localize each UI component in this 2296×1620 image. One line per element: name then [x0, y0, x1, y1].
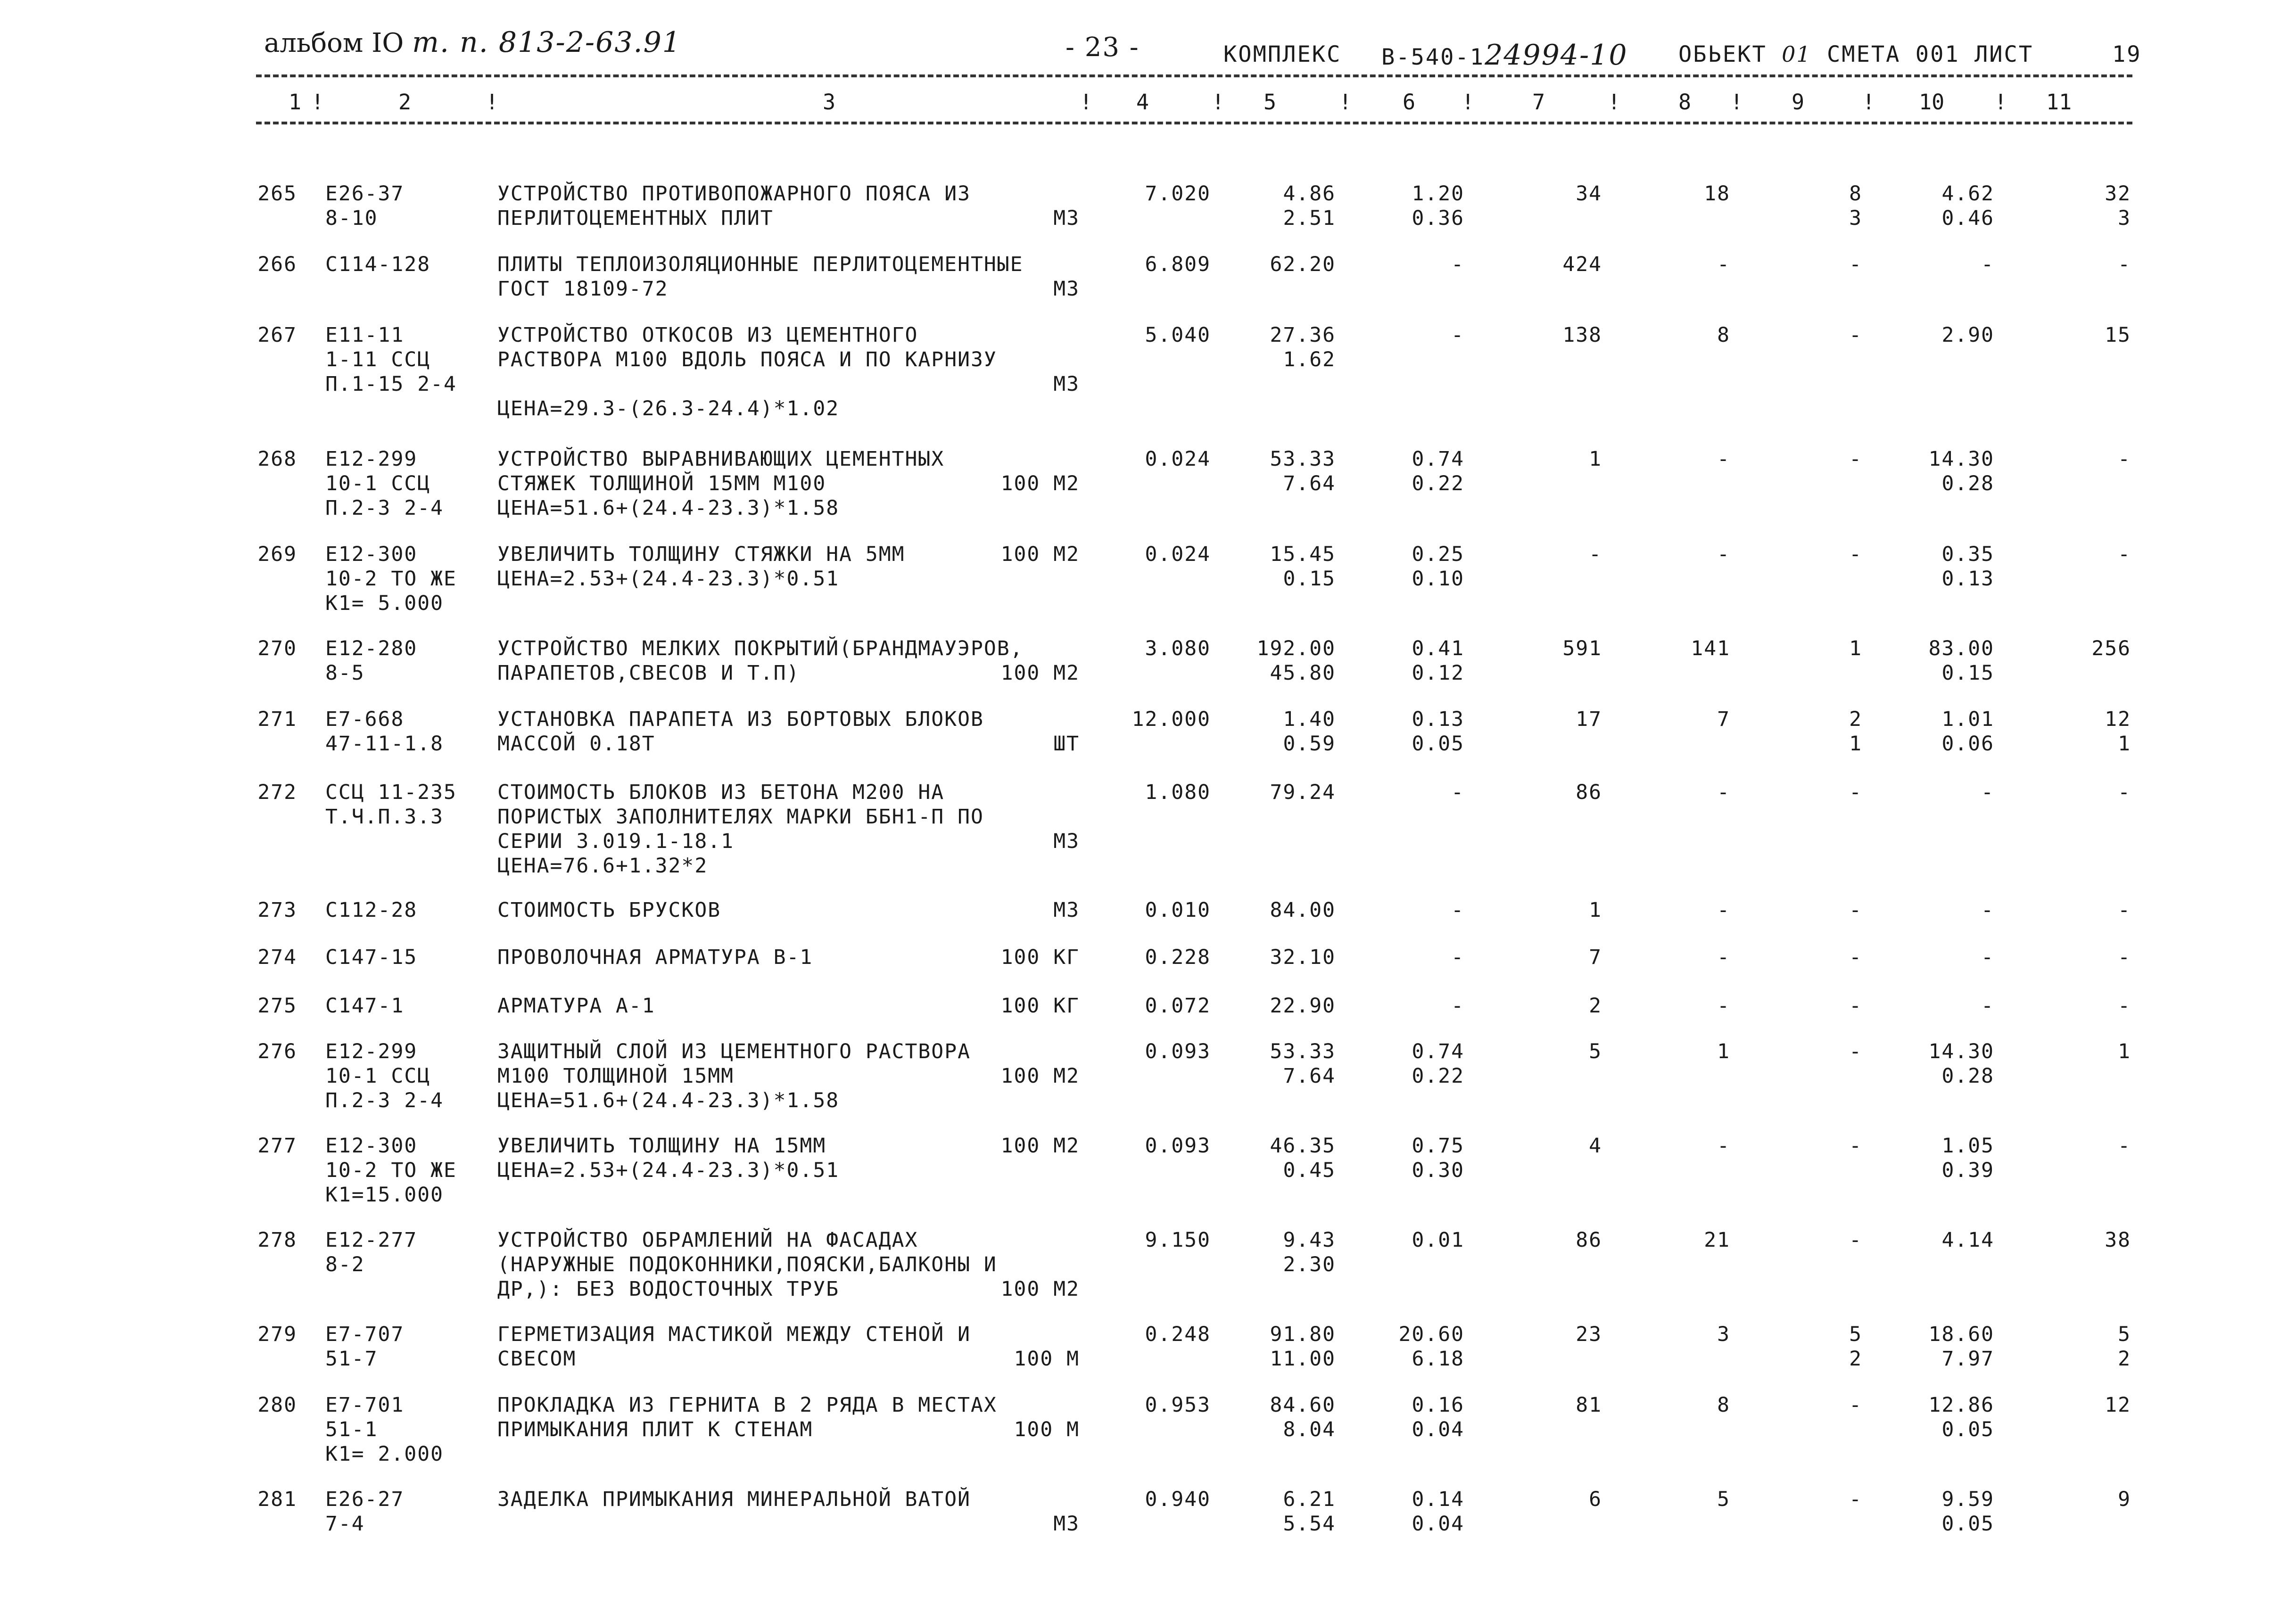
column-8-value: 1: [1717, 1040, 1730, 1063]
unit-of-measure: 100 КГ: [1000, 946, 1080, 969]
unit-of-measure: 100 М2: [1000, 543, 1080, 566]
column-11-value: 15: [2105, 323, 2131, 347]
row-number: 272: [257, 781, 297, 804]
column-separator: !: [1608, 90, 1621, 115]
rate-code: Е7-668 47-11-1.8: [325, 707, 444, 756]
column-9-value: -: [1849, 1228, 1862, 1252]
row-number: 281: [257, 1488, 297, 1511]
quantity: 0.072: [1145, 994, 1211, 1018]
work-description: УСТРОЙСТВО МЕЛКИХ ПОКРЫТИЙ(БРАНДМАУЭРОВ, ПАРАПЕТОВ,СВЕСОВ И Т.П): [497, 637, 1024, 685]
unit-cost: 84.60 8.04: [1270, 1393, 1336, 1441]
column-11-value: -: [2118, 543, 2131, 566]
column-11-value: -: [2118, 946, 2131, 969]
column-6-value: 0.01: [1412, 1228, 1464, 1252]
column-separator: !: [1862, 90, 1875, 115]
column-9-value: 2 1: [1849, 707, 1862, 756]
rate-code: ССЦ 11-235 Т.Ч.П.3.3: [325, 781, 457, 829]
column-separator: !: [486, 90, 499, 115]
unit-of-measure: 100 М2: [1000, 1064, 1080, 1088]
rate-code: С147-1: [325, 994, 405, 1018]
estimate-field: [1827, 41, 2033, 67]
sheet-label: ЛИСТ: [1974, 41, 2034, 67]
column-8-value: -: [1717, 898, 1730, 922]
column-header-2: 2: [398, 90, 412, 115]
rate-code: Е12-300 10-2 ТО ЖЕ К1= 5.000: [325, 543, 457, 615]
unit-cost: 6.21 5.54: [1283, 1488, 1336, 1536]
unit-of-measure: М3: [1053, 206, 1080, 230]
column-10-value: 83.00 0.15: [1928, 637, 1994, 685]
column-8-value: 141: [1691, 637, 1730, 660]
work-description: ПЛИТЫ ТЕПЛОИЗОЛЯЦИОННЫЕ ПЕРЛИТОЦЕМЕНТНЫЕ ГОСТ 18109-72: [497, 253, 1024, 301]
unit-of-measure: 100 М2: [1000, 1277, 1080, 1301]
column-7-value: -: [1589, 543, 1602, 566]
row-number: 267: [257, 323, 297, 347]
column-11-value: -: [2118, 898, 2131, 922]
unit-of-measure: 100 М2: [1000, 661, 1080, 685]
column-header-1: 1: [289, 90, 302, 115]
column-6-value: 0.74 0.22: [1412, 447, 1464, 495]
unit-cost: 79.24: [1270, 781, 1336, 804]
column-8-value: -: [1717, 543, 1730, 566]
quantity: 12.000: [1131, 707, 1211, 731]
unit-cost: 22.90: [1270, 994, 1336, 1018]
column-10-value: 1.05 0.39: [1941, 1134, 1994, 1182]
quantity: 9.150: [1145, 1228, 1211, 1252]
column-7-value: 7: [1589, 946, 1602, 969]
object-field: [1678, 41, 1811, 67]
quantity: 0.953: [1145, 1393, 1211, 1417]
column-10-value: 0.35 0.13: [1941, 543, 1994, 591]
work-description: ПРОКЛАДКА ИЗ ГЕРНИТА В 2 РЯДА В МЕСТАХ ПРИМЫКАНИЯ ПЛИТ К СТЕНАМ: [497, 1393, 997, 1441]
column-header-3: 3: [823, 90, 836, 115]
album-label: [264, 26, 681, 59]
column-7-value: 591: [1562, 637, 1602, 660]
complex-code: [1381, 39, 1628, 72]
rate-code: Е11-11 1-11 ССЦ П.1-15 2-4: [325, 323, 457, 396]
rate-code: С147-15: [325, 946, 418, 969]
column-6-value: 0.41 0.12: [1412, 637, 1464, 685]
unit-cost: 1.40 0.59: [1283, 707, 1336, 756]
row-number: 276: [257, 1040, 297, 1063]
quantity: 5.040: [1145, 323, 1211, 347]
column-header-row: [0, 90, 2296, 113]
unit-cost: 27.36 1.62: [1270, 323, 1336, 371]
column-7-value: 86: [1576, 781, 1602, 804]
rate-code: Е26-37 8-10: [325, 182, 405, 230]
column-11-value: 256: [2091, 637, 2131, 660]
column-9-value: -: [1849, 1488, 1862, 1511]
column-10-value: 4.62 0.46: [1941, 182, 1994, 230]
unit-of-measure: 100 М: [1014, 1347, 1080, 1371]
quantity: 0.093: [1145, 1040, 1211, 1063]
column-6-value: -: [1451, 253, 1464, 276]
column-11-value: 12: [2105, 1393, 2131, 1417]
quantity: 6.809: [1145, 253, 1211, 276]
column-11-value: 1: [2118, 1040, 2131, 1063]
column-7-value: 1: [1589, 898, 1602, 922]
column-6-value: 0.74 0.22: [1412, 1040, 1464, 1088]
column-6-value: 1.20 0.36: [1412, 182, 1464, 230]
row-number: 275: [257, 994, 297, 1018]
work-description: ГЕРМЕТИЗАЦИЯ МАСТИКОЙ МЕЖДУ СТЕНОЙ И СВЕСОМ: [497, 1323, 971, 1371]
column-header-5: 5: [1264, 90, 1277, 115]
quantity: 0.093: [1145, 1134, 1211, 1158]
row-number: 265: [257, 182, 297, 206]
header-divider-top: [256, 74, 2132, 77]
unit-cost: 84.00: [1270, 898, 1336, 922]
estimate-label: СМЕТА: [1827, 41, 1901, 67]
unit-of-measure: 100 М2: [1000, 1134, 1080, 1158]
column-8-value: -: [1717, 447, 1730, 471]
column-9-value: 8 3: [1849, 182, 1862, 230]
column-10-value: -: [1981, 781, 1994, 804]
rate-code: С114-128: [325, 253, 431, 276]
work-description: ЗАДЕЛКА ПРИМЫКАНИЯ МИНЕРАЛЬНОЙ ВАТОЙ: [497, 1488, 971, 1511]
column-11-value: -: [2118, 1134, 2131, 1158]
column-10-value: 4.14: [1941, 1228, 1994, 1252]
column-7-value: 5: [1589, 1040, 1602, 1063]
complex-label: КОМПЛЕКС: [1223, 41, 1342, 67]
column-10-value: 9.59 0.05: [1941, 1488, 1994, 1536]
work-description: ЗАЩИТНЫЙ СЛОЙ ИЗ ЦЕМЕНТНОГО РАСТВОРА М100 ТОЛЩИНОЙ 15ММ ЦЕНА=51.6+(24.4-23.3)*1.58: [497, 1040, 971, 1112]
work-description: УСТРОЙСТВО ВЫРАВНИВАЮЩИХ ЦЕМЕНТНЫХ СТЯЖЕК ТОЛЩИНОЙ 15ММ М100 ЦЕНА=51.6+(24.4-23.3)*1.58: [497, 447, 945, 520]
unit-of-measure: 100 КГ: [1000, 994, 1080, 1018]
column-11-value: -: [2118, 253, 2131, 276]
column-11-value: 38: [2105, 1228, 2131, 1252]
unit-cost: 32.10: [1270, 946, 1336, 969]
row-number: 280: [257, 1393, 297, 1417]
unit-cost: 91.80 11.00: [1270, 1323, 1336, 1371]
column-header-7: 7: [1532, 90, 1545, 115]
column-8-value: -: [1717, 253, 1730, 276]
column-6-value: -: [1451, 781, 1464, 804]
column-9-value: -: [1849, 253, 1862, 276]
column-9-value: -: [1849, 1134, 1862, 1158]
unit-of-measure: М3: [1053, 277, 1080, 301]
column-6-value: -: [1451, 946, 1464, 969]
column-10-value: -: [1981, 253, 1994, 276]
unit-cost: 9.43 2.30: [1283, 1228, 1336, 1276]
column-7-value: 424: [1562, 253, 1602, 276]
unit-of-measure: 100 М: [1014, 1418, 1080, 1441]
column-9-value: -: [1849, 1040, 1862, 1063]
column-10-value: 2.90: [1941, 323, 1994, 347]
column-6-value: 20.60 6.18: [1398, 1323, 1464, 1371]
rate-code: Е12-299 10-1 ССЦ П.2-3 2-4: [325, 447, 444, 520]
column-11-value: 5 2: [2118, 1323, 2131, 1371]
column-9-value: -: [1849, 946, 1862, 969]
unit-of-measure: ШТ: [1053, 732, 1080, 756]
column-11-value: -: [2118, 781, 2131, 804]
complex-code-prefix: В-540-1: [1381, 44, 1485, 70]
row-number: 273: [257, 898, 297, 922]
work-description: УВЕЛИЧИТЬ ТОЛЩИНУ СТЯЖКИ НА 5ММ ЦЕНА=2.53+(24.4-23.3)*0.51: [497, 543, 905, 591]
column-9-value: -: [1849, 898, 1862, 922]
column-11-value: 12 1: [2105, 707, 2131, 756]
column-header-6: 6: [1403, 90, 1416, 115]
album-number: альбом IO: [264, 28, 404, 58]
unit-cost: 192.00 45.80: [1256, 637, 1336, 685]
column-6-value: 0.75 0.30: [1412, 1134, 1464, 1182]
rate-code: Е26-27 7-4: [325, 1488, 405, 1536]
unit-cost: 4.86 2.51: [1283, 182, 1336, 230]
column-8-value: -: [1717, 781, 1730, 804]
column-9-value: -: [1849, 323, 1862, 347]
column-8-value: 3: [1717, 1323, 1730, 1346]
column-10-value: -: [1981, 898, 1994, 922]
header-divider-bottom: [256, 122, 2132, 124]
column-header-8: 8: [1678, 90, 1692, 115]
rate-code: С112-28: [325, 898, 418, 922]
work-description: УВЕЛИЧИТЬ ТОЛЩИНУ НА 15ММ ЦЕНА=2.53+(24.4-23.3)*0.51: [497, 1134, 840, 1182]
column-9-value: -: [1849, 994, 1862, 1018]
row-number: 268: [257, 447, 297, 471]
column-7-value: 2: [1589, 994, 1602, 1018]
unit-of-measure: М3: [1053, 1512, 1080, 1536]
quantity: 0.228: [1145, 946, 1211, 969]
column-10-value: 14.30 0.28: [1928, 447, 1994, 495]
page-number: - 23 -: [1065, 32, 1140, 63]
column-10-value: -: [1981, 946, 1994, 969]
column-6-value: 0.25 0.10: [1412, 543, 1464, 591]
column-8-value: -: [1717, 946, 1730, 969]
column-7-value: 86: [1576, 1228, 1602, 1252]
column-8-value: 18: [1704, 182, 1730, 206]
column-7-value: 6: [1589, 1488, 1602, 1511]
column-header-4: 4: [1136, 90, 1149, 115]
row-number: 269: [257, 543, 297, 566]
column-7-value: 138: [1562, 323, 1602, 347]
sheet-value: 19: [2112, 41, 2142, 67]
column-8-value: 8: [1717, 323, 1730, 347]
column-7-value: 34: [1576, 182, 1602, 206]
column-separator: !: [1462, 90, 1475, 115]
column-8-value: 8: [1717, 1393, 1730, 1417]
column-6-value: -: [1451, 323, 1464, 347]
work-description: СТОИМОСТЬ БЛОКОВ ИЗ БЕТОНА М200 НА ПОРИСТЫХ ЗАПОЛНИТЕЛЯХ МАРКИ ББН1-П ПО СЕРИИ 3.019.1-18.1 ЦЕНА=76.6+1.32*2: [497, 781, 984, 878]
row-number: 278: [257, 1228, 297, 1252]
unit-cost: 53.33 7.64: [1270, 447, 1336, 495]
column-header-10: 10: [1919, 90, 1945, 115]
column-10-value: -: [1981, 994, 1994, 1018]
row-number: 271: [257, 707, 297, 731]
unit-cost: 53.33 7.64: [1270, 1040, 1336, 1088]
quantity: 0.024: [1145, 543, 1211, 566]
column-9-value: 1: [1849, 637, 1862, 660]
quantity: 0.024: [1145, 447, 1211, 471]
work-description: АРМАТУРА А-1: [497, 994, 655, 1018]
object-label: ОБЬЕКТ: [1678, 41, 1767, 67]
column-10-value: 1.01 0.06: [1941, 707, 1994, 756]
column-8-value: 21: [1704, 1228, 1730, 1252]
column-7-value: 1: [1589, 447, 1602, 471]
unit-of-measure: 100 М2: [1000, 472, 1080, 495]
column-6-value: -: [1451, 898, 1464, 922]
column-separator: !: [1212, 90, 1225, 115]
column-6-value: 0.13 0.05: [1412, 707, 1464, 756]
quantity: 1.080: [1145, 781, 1211, 804]
work-description: УСТРОЙСТВО ОБРАМЛЕНИЙ НА ФАСАДАХ (НАРУЖНЫЕ ПОДОКОННИКИ,ПОЯСКИ,БАЛКОНЫ И ДР,): БЕЗ ВОДОСТОЧНЫХ ТРУБ: [497, 1228, 997, 1301]
column-6-value: 0.14 0.04: [1412, 1488, 1464, 1536]
row-number: 274: [257, 946, 297, 969]
unit-cost: 15.45 0.15: [1270, 543, 1336, 591]
column-11-value: 32 3: [2105, 182, 2131, 230]
work-description: УСТРОЙСТВО ПРОТИВОПОЖАРНОГО ПОЯСА ИЗ ПЕРЛИТОЦЕМЕНТНЫХ ПЛИТ: [497, 182, 971, 230]
rate-code: Е12-280 8-5: [325, 637, 418, 685]
column-7-value: 4: [1589, 1134, 1602, 1158]
column-11-value: -: [2118, 447, 2131, 471]
row-number: 270: [257, 637, 297, 660]
work-description: ПРОВОЛОЧНАЯ АРМАТУРА В-1: [497, 946, 813, 969]
column-9-value: -: [1849, 543, 1862, 566]
row-number: 279: [257, 1323, 297, 1346]
rate-code: Е12-277 8-2: [325, 1228, 418, 1276]
quantity: 0.248: [1145, 1323, 1211, 1346]
object-value: 01: [1782, 41, 1811, 67]
work-description: УСТРОЙСТВО ОТКОСОВ ИЗ ЦЕМЕНТНОГО РАСТВОРА М100 ВДОЛЬ ПОЯСА И ПО КАРНИЗУ ЦЕНА=29.3-(26.3-24.4)*1.02: [497, 323, 997, 420]
column-header-9: 9: [1792, 90, 1805, 115]
column-8-value: -: [1717, 1134, 1730, 1158]
column-10-value: 18.60 7.97: [1928, 1323, 1994, 1371]
column-separator: !: [1339, 90, 1352, 115]
complex-code-handwritten: 24994-10: [1485, 39, 1628, 72]
column-header-11: 11: [2046, 90, 2072, 115]
column-11-value: 9: [2118, 1488, 2131, 1511]
unit-of-measure: М3: [1053, 372, 1080, 396]
unit-cost: 46.35 0.45: [1270, 1134, 1336, 1182]
column-separator: !: [311, 90, 324, 115]
column-7-value: 23: [1576, 1323, 1602, 1346]
unit-cost: 62.20: [1270, 253, 1336, 276]
unit-of-measure: М3: [1053, 830, 1080, 853]
column-separator: !: [1730, 90, 1743, 115]
quantity: 0.010: [1145, 898, 1211, 922]
estimate-value: 001: [1915, 41, 1960, 67]
column-9-value: 5 2: [1849, 1323, 1862, 1371]
column-separator: !: [1994, 90, 2007, 115]
rate-code: Е12-300 10-2 ТО ЖЕ К1=15.000: [325, 1134, 457, 1207]
column-8-value: 7: [1717, 707, 1730, 731]
column-separator: !: [1080, 90, 1093, 115]
column-7-value: 17: [1576, 707, 1602, 731]
row-number: 266: [257, 253, 297, 276]
column-8-value: -: [1717, 994, 1730, 1018]
row-number: 277: [257, 1134, 297, 1158]
column-6-value: -: [1451, 994, 1464, 1018]
quantity: 7.020: [1145, 182, 1211, 206]
rate-code: Е7-707 51-7: [325, 1323, 405, 1371]
column-10-value: 12.86 0.05: [1928, 1393, 1994, 1441]
work-description: УСТАНОВКА ПАРАПЕТА ИЗ БОРТОВЫХ БЛОКОВ МАССОЙ 0.18Т: [497, 707, 984, 756]
rate-code: Е7-701 51-1 К1= 2.000: [325, 1393, 444, 1466]
rate-code: Е12-299 10-1 ССЦ П.2-3 2-4: [325, 1040, 444, 1112]
album-handwritten-note: т. п. 813-2-63.91: [412, 26, 681, 59]
column-8-value: 5: [1717, 1488, 1730, 1511]
quantity: 0.940: [1145, 1488, 1211, 1511]
column-11-value: -: [2118, 994, 2131, 1018]
work-description: СТОИМОСТЬ БРУСКОВ: [497, 898, 721, 922]
column-6-value: 0.16 0.04: [1412, 1393, 1464, 1441]
column-7-value: 81: [1576, 1393, 1602, 1417]
column-9-value: -: [1849, 781, 1862, 804]
column-9-value: -: [1849, 1393, 1862, 1417]
column-10-value: 14.30 0.28: [1928, 1040, 1994, 1088]
unit-of-measure: М3: [1053, 898, 1080, 922]
column-9-value: -: [1849, 447, 1862, 471]
quantity: 3.080: [1145, 637, 1211, 660]
